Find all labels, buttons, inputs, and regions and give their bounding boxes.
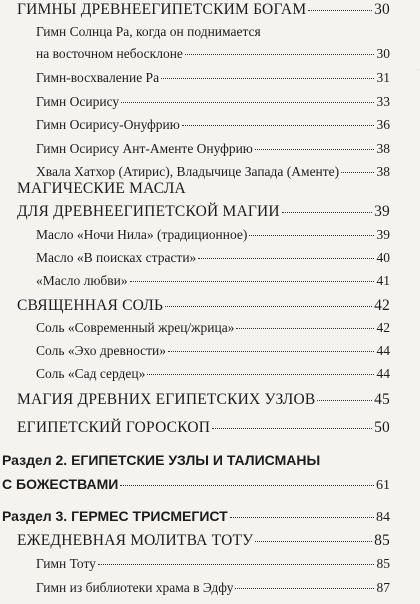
dot-leader — [255, 149, 374, 150]
toc-section-2[interactable] — [2, 476, 390, 494]
toc-entry-title: Гимн Тоту — [36, 556, 96, 571]
toc-entry-title-line1: МАГИЧЕСКИЕ МАСЛА — [17, 180, 186, 197]
toc-page-number: 36 — [376, 117, 390, 132]
toc-entry-title: Масло «Ночи Нила» (традиционное) — [36, 227, 248, 242]
toc-entry-title: Гимн из библиотеки храма в Эдфу — [36, 580, 234, 595]
toc-page-number: 42 — [376, 320, 390, 335]
toc-entry-hymn-thoth[interactable] — [36, 556, 390, 572]
toc-entry-salt-echo[interactable] — [36, 343, 390, 359]
toc-entry-title: «Масло любви» — [36, 273, 128, 288]
toc-page-number: 38 — [376, 141, 390, 156]
dot-leader — [212, 428, 372, 429]
dot-leader — [98, 564, 374, 565]
show-through-text: · — [415, 62, 420, 77]
toc-entry-title: Масло «В поисках страсти» — [36, 250, 197, 265]
dot-leader — [230, 517, 374, 518]
toc-entry-hymn-osiris-amente[interactable] — [36, 141, 390, 157]
toc-entry-title: Хвала Хатхор (Атирис), Владычице Запада (Аменте) — [36, 164, 340, 179]
toc-entry-title: ГИМНЫ ДРЕВНЕЕГИПЕТСКИМ БОГАМ — [17, 1, 307, 18]
toc-entry-oil-love[interactable] — [36, 273, 390, 289]
toc-entry-praise-hathor[interactable] — [36, 164, 390, 180]
toc-page-number: 42 — [374, 297, 390, 314]
toc-entry-title: Гимн Осирису Ант-Аменте Онуфрию — [36, 141, 253, 156]
dot-leader — [235, 588, 374, 589]
toc-entry-hymn-edfu[interactable] — [36, 580, 390, 596]
toc-entry-title: ДЛЯ ДРЕВНЕЕГИПЕТСКОЙ МАГИИ — [17, 203, 280, 220]
toc-entry-title: Гимн Осирису-Онуфрию — [36, 117, 180, 132]
toc-page-number: 41 — [376, 273, 390, 288]
dot-leader — [317, 400, 372, 401]
toc-entry-oil-nile-nights[interactable] — [36, 227, 390, 243]
toc-entry-title: С БОЖЕСТВАМИ — [2, 476, 119, 492]
toc-page-number: 39 — [376, 227, 390, 242]
dot-leader — [120, 485, 374, 486]
toc-page-number: 33 — [376, 94, 390, 109]
toc-page-number: 61 — [376, 478, 390, 493]
dot-leader — [282, 212, 372, 213]
toc-entry-hymn-ra-praise[interactable] — [36, 70, 390, 86]
dot-leader — [168, 351, 374, 352]
toc-entry-title: СВЯЩЕННАЯ СОЛЬ — [17, 297, 164, 314]
dot-leader — [341, 172, 374, 173]
toc-entry-title: на восточном небосклоне — [36, 46, 183, 61]
dot-leader — [236, 328, 374, 329]
toc-entry-title: ЕЖЕДНЕВНАЯ МОЛИТВА ТОТУ — [17, 532, 254, 549]
toc-entry-magic-oils[interactable] — [17, 203, 390, 221]
dot-leader — [198, 258, 374, 259]
toc-page-number: 39 — [374, 203, 390, 220]
toc-section-3[interactable] — [2, 508, 390, 526]
toc-page-number: 38 — [376, 164, 390, 179]
dot-leader — [130, 281, 374, 282]
toc-entry-sacred-salt[interactable] — [17, 297, 390, 315]
toc-page-number: 45 — [374, 391, 390, 408]
toc-entry-title-line1: Гимн Солнца Ра, когда он поднимается — [36, 24, 261, 39]
dot-leader — [121, 102, 374, 103]
toc-entry-salt-priest[interactable] — [36, 320, 390, 336]
dot-leader — [308, 10, 372, 11]
dot-leader — [249, 235, 374, 236]
dot-leader — [182, 125, 374, 126]
toc-page-number: 84 — [376, 510, 390, 525]
dot-leader — [255, 541, 372, 542]
toc-page-number: 87 — [376, 580, 390, 595]
toc-entry-salt-garden[interactable] — [36, 366, 390, 382]
toc-entry-hymn-ra-rising[interactable] — [36, 46, 390, 62]
toc-entry-title: Гимн Осирису — [36, 94, 120, 109]
toc-entry-title: Гимн-восхваление Ра — [36, 70, 160, 85]
toc-page-number: 85 — [376, 556, 390, 571]
toc-page-number: 44 — [376, 366, 390, 381]
toc-entry-horoscope[interactable] — [17, 419, 390, 437]
toc-page-number: 85 — [374, 532, 390, 549]
toc-entry-hymn-osiris[interactable] — [36, 94, 390, 110]
toc-entry-title: МАГИЯ ДРЕВНИХ ЕГИПЕТСКИХ УЗЛОВ — [17, 391, 316, 408]
toc-entry-oil-passion[interactable] — [36, 250, 390, 266]
dot-leader — [165, 306, 372, 307]
toc-page-number: 50 — [374, 419, 390, 436]
toc-entry-title: Раздел 3. ГЕРМЕС ТРИСМЕГИСТ — [2, 508, 228, 524]
toc-entry-hymn-osiris-onuphris[interactable] — [36, 117, 390, 133]
toc-entry-title: Соль «Современный жрец/жрица» — [36, 320, 235, 335]
toc-entry-hymns[interactable] — [17, 1, 390, 19]
toc-entry-knot-magic[interactable] — [17, 391, 390, 409]
toc-page-number: 30 — [376, 46, 390, 61]
toc-page-number: 40 — [376, 250, 390, 265]
toc-entry-title: Соль «Эхо древности» — [36, 343, 167, 358]
toc-entry-title: Соль «Сад сердец» — [36, 366, 146, 381]
toc-entry-title: ЕГИПЕТСКИЙ ГОРОСКОП — [17, 419, 211, 436]
toc-section-title-line1: Раздел 2. ЕГИПЕТСКИЕ УЗЛЫ И ТАЛИСМАНЫ — [2, 452, 321, 468]
toc-entry-daily-prayer-thoth[interactable] — [17, 532, 390, 550]
dot-leader — [147, 374, 374, 375]
dot-leader — [161, 78, 374, 79]
toc-page-number: 44 — [376, 343, 390, 358]
dot-leader — [185, 54, 374, 55]
toc-page-number: 30 — [374, 1, 390, 18]
toc-page-number: 31 — [376, 70, 390, 85]
